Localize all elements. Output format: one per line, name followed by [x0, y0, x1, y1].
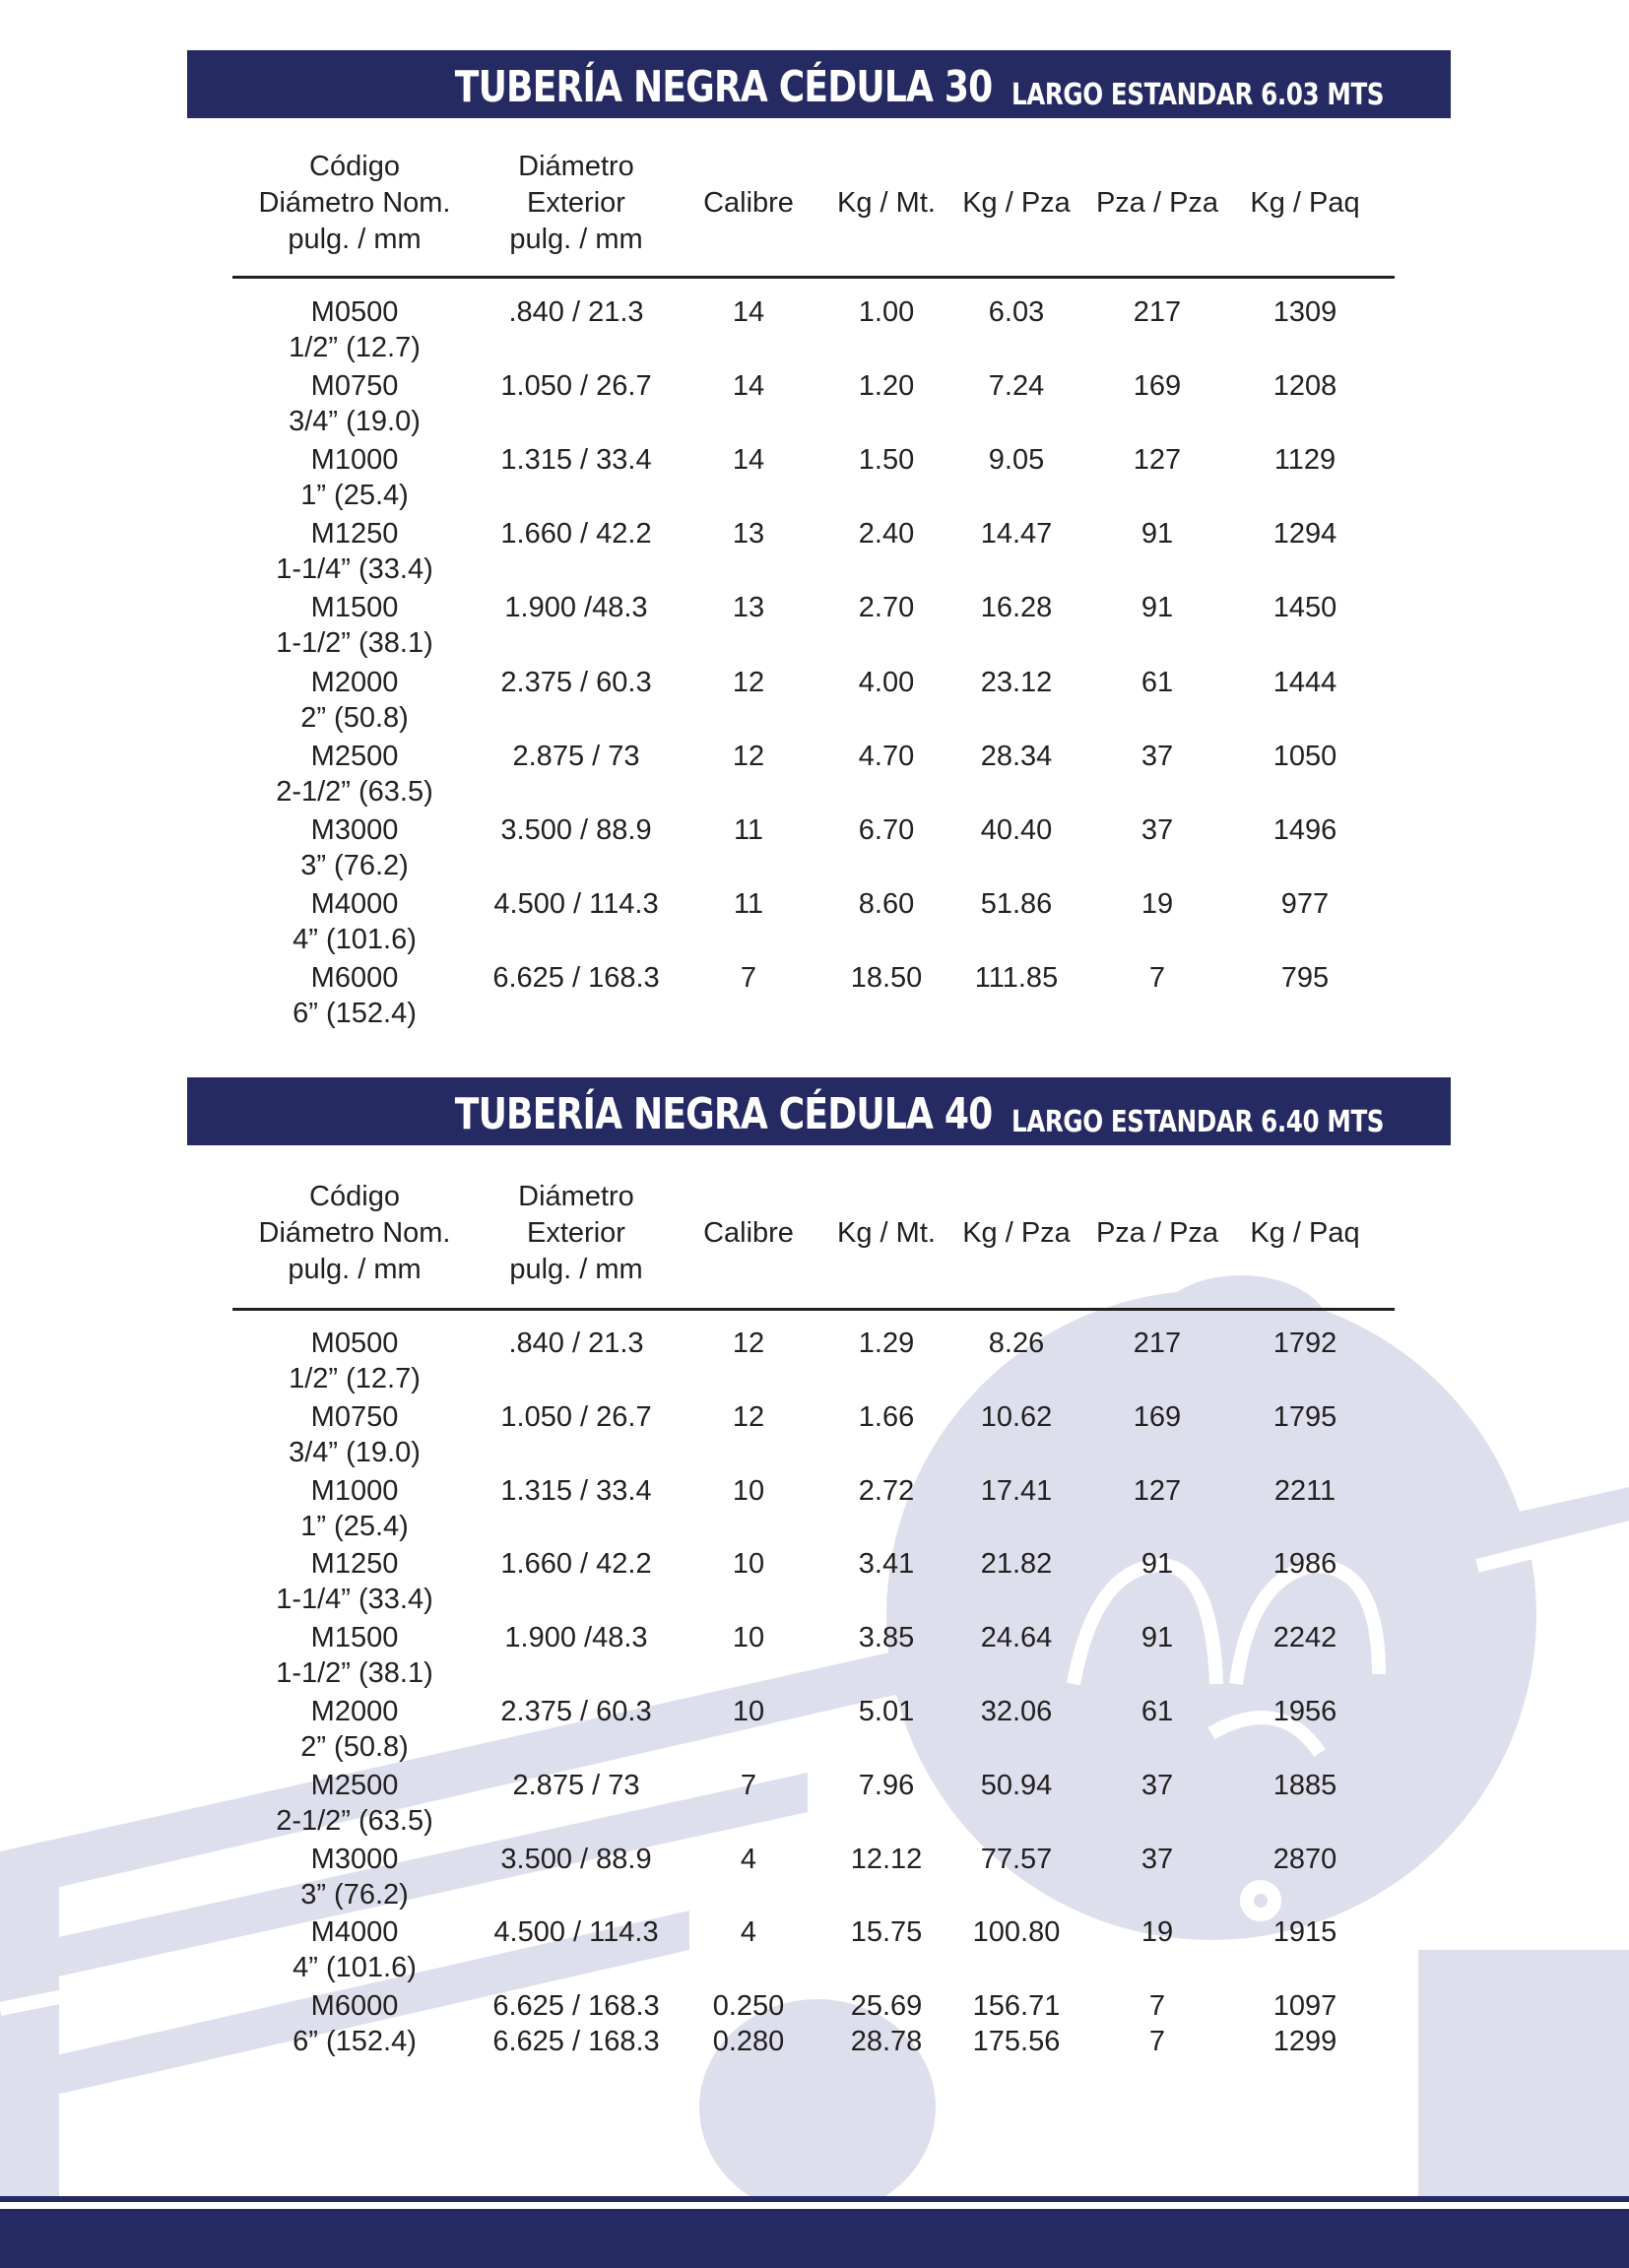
- cell-kg-per-package: [1157, 1914, 1453, 1950]
- cell-line: M2000: [310, 666, 399, 698]
- cell-line: 977: [1280, 887, 1330, 920]
- cell-line: 77.57: [980, 1843, 1053, 1875]
- cell-line: 91: [1140, 1622, 1174, 1654]
- cell-line: M2500: [310, 1769, 399, 1801]
- cell-line: 217: [1133, 296, 1182, 328]
- cell-line: 6.03: [988, 296, 1045, 328]
- cell-kg-per-package: [1157, 665, 1453, 700]
- cell-line: 1/2” (12.7): [289, 1363, 421, 1394]
- cell-line: 175.56: [972, 2026, 1061, 2058]
- cell-kg-per-package: [1157, 1399, 1453, 1435]
- column-header-line: Diámetro Nom.: [258, 187, 451, 219]
- column-header-line: Kg / Pza: [962, 1217, 1071, 1249]
- cell-line: 1.315 / 33.4: [500, 444, 652, 477]
- cell-line: 10: [732, 1548, 765, 1581]
- cell-kg-per-package: [1157, 1620, 1453, 1655]
- cell-kg-per-package: [1157, 1988, 1453, 2059]
- cell-line: 1050: [1272, 740, 1337, 772]
- column-header-line: Código: [309, 151, 400, 182]
- cell-line: 2.72: [858, 1474, 915, 1507]
- cell-line: 2-1/2” (63.5): [276, 1804, 433, 1837]
- column-header-line: Exterior: [527, 187, 625, 219]
- cell-line: 11: [733, 813, 764, 846]
- cell-line: 2870: [1272, 1843, 1337, 1875]
- cell-line: 19: [1140, 1916, 1174, 1949]
- cell-line: M6000: [310, 1990, 399, 2023]
- cell-line: 1986: [1272, 1548, 1337, 1581]
- cell-line: 12: [732, 1328, 765, 1359]
- cell-line: 2” (50.8): [300, 1731, 409, 1763]
- cell-line: M0500: [310, 1328, 399, 1359]
- cell-line: 51.86: [980, 887, 1053, 920]
- cell-kg-per-package: [1157, 516, 1453, 551]
- cell-line: 25.69: [850, 1990, 923, 2023]
- cell-line: 1792: [1272, 1328, 1337, 1359]
- cell-line: 2.875 / 73: [512, 740, 640, 772]
- cell-line: 6.625 / 168.3: [492, 2026, 660, 2058]
- cell-line: 2-1/2” (63.5): [276, 775, 433, 808]
- cell-line: 50.94: [980, 1769, 1053, 1801]
- header-divider: [232, 276, 1395, 279]
- cell-line: 1208: [1272, 370, 1337, 403]
- cell-line: 1/2” (12.7): [289, 332, 421, 363]
- cell-line: 1299: [1272, 2026, 1337, 2058]
- cell-kg-per-package: [1157, 294, 1453, 330]
- cell-line: M4000: [310, 1916, 399, 1949]
- cell-line: 169: [1133, 370, 1182, 403]
- cell-line: 6.625 / 168.3: [492, 1990, 660, 2023]
- cell-line: 40.40: [980, 813, 1053, 846]
- cell-line: 23.12: [980, 666, 1053, 698]
- cell-line: 91: [1140, 518, 1174, 551]
- cell-kg-per-package: [1157, 368, 1453, 404]
- cell-line: 1450: [1272, 592, 1337, 624]
- cell-line: 24.64: [980, 1622, 1053, 1654]
- cell-line: 6.70: [858, 813, 915, 846]
- cell-line: .840 / 21.3: [508, 296, 644, 328]
- cell-line: 3” (76.2): [300, 1878, 409, 1911]
- cell-line: 1.20: [858, 370, 915, 403]
- cell-line: M2000: [310, 1696, 399, 1727]
- cell-line: 1.050 / 26.7: [500, 370, 652, 403]
- footer-line: [0, 2196, 1629, 2202]
- cell-line: 5.01: [858, 1696, 915, 1727]
- cell-line: 2.70: [858, 592, 915, 624]
- cell-line: M0750: [310, 370, 399, 403]
- section-title: TUBERÍA NEGRA CÉDULA 30: [455, 62, 993, 112]
- cell-line: 2.40: [858, 518, 915, 551]
- column-header-line: Kg / Paq: [1250, 187, 1360, 219]
- cell-line: 4: [740, 1916, 757, 1949]
- column-header-line: Calibre: [703, 187, 794, 219]
- cell-line: 795: [1280, 961, 1330, 994]
- cell-line: 1” (25.4): [300, 480, 409, 512]
- cell-line: M1500: [310, 1622, 399, 1654]
- cell-line: 16.28: [980, 592, 1053, 624]
- cell-line: M0750: [310, 1400, 399, 1433]
- cell-line: 127: [1133, 1474, 1182, 1507]
- cell-line: 0.250: [712, 1990, 785, 2023]
- column-header-line: Kg / Paq: [1250, 1217, 1360, 1249]
- cell-line: 61: [1140, 1696, 1174, 1727]
- column-header-line: Código: [309, 1181, 400, 1212]
- cell-line: 61: [1140, 666, 1174, 698]
- cell-kg-per-package: [1157, 1546, 1453, 1582]
- cell-line: 4.00: [858, 666, 915, 698]
- cell-line: 1885: [1272, 1769, 1337, 1801]
- cell-line: 19: [1140, 887, 1174, 920]
- cell-line: 28.78: [850, 2026, 923, 2058]
- cell-line: 1294: [1272, 518, 1337, 551]
- column-header-line: Diámetro: [518, 151, 634, 182]
- cell-line: 1.00: [858, 296, 915, 328]
- cell-line: 8.60: [858, 887, 915, 920]
- cell-line: 12.12: [850, 1843, 923, 1875]
- cell-line: 1-1/2” (38.1): [276, 1657, 433, 1690]
- cell-line: M0500: [310, 296, 399, 328]
- cell-line: 8.26: [988, 1328, 1045, 1359]
- cell-line: 10.62: [980, 1400, 1053, 1433]
- footer-bar: [0, 2209, 1629, 2268]
- cell-line: 15.75: [850, 1916, 923, 1949]
- cell-line: 2211: [1273, 1474, 1336, 1507]
- cell-kg-per-package: [1157, 1473, 1453, 1509]
- cell-kg-per-package: [1157, 739, 1453, 774]
- cell-line: 12: [732, 666, 765, 698]
- cell-kg-per-package: [1157, 1768, 1453, 1803]
- cell-line: 6” (152.4): [293, 2026, 417, 2058]
- cell-line: 14.47: [980, 518, 1053, 551]
- cell-line: 1-1/4” (33.4): [276, 1584, 433, 1616]
- cell-line: 37: [1140, 740, 1174, 772]
- cell-line: 1795: [1272, 1400, 1337, 1433]
- column-header-line: Kg / Pza: [962, 187, 1071, 219]
- column-header-line: Kg / Mt.: [837, 1217, 936, 1249]
- cell-line: 91: [1140, 1548, 1174, 1581]
- cell-kg-per-package: [1157, 1842, 1453, 1877]
- cell-line: 1.900 /48.3: [504, 592, 648, 624]
- cell-line: 9.05: [988, 444, 1045, 477]
- column-header-line: Calibre: [703, 1217, 794, 1249]
- cell-line: 37: [1140, 1769, 1174, 1801]
- section-subtitle: LARGO ESTANDAR 6.40 MTS: [1010, 1105, 1384, 1139]
- cell-line: 1-1/4” (33.4): [276, 553, 433, 586]
- cell-line: 3.41: [858, 1548, 915, 1581]
- cell-line: 32.06: [980, 1696, 1053, 1727]
- cell-line: 13: [732, 592, 765, 624]
- cell-line: 1.660 / 42.2: [500, 1548, 652, 1581]
- column-header-kg-per-package: [1157, 1215, 1453, 1252]
- cell-line: 169: [1133, 1400, 1182, 1433]
- cell-line: 6” (152.4): [293, 997, 417, 1029]
- cell-line: 3” (76.2): [300, 849, 409, 881]
- section-title: TUBERÍA NEGRA CÉDULA 40: [455, 1089, 993, 1139]
- cell-line: 2242: [1272, 1622, 1337, 1654]
- cell-line: 3/4” (19.0): [289, 406, 421, 438]
- cell-line: 1.900 /48.3: [504, 1622, 648, 1654]
- cell-line: 217: [1133, 1328, 1182, 1359]
- cell-line: M1000: [310, 1474, 399, 1507]
- cell-line: 1.315 / 33.4: [500, 1474, 652, 1507]
- cell-line: 4.500 / 114.3: [493, 887, 659, 920]
- cell-line: 4.70: [858, 740, 915, 772]
- cell-line: M4000: [310, 887, 399, 920]
- cell-line: 3/4” (19.0): [289, 1436, 421, 1468]
- cell-line: 4: [740, 1843, 757, 1875]
- section-banner: [187, 1077, 1451, 1145]
- cell-line: 0.280: [712, 2026, 785, 2058]
- cell-line: M6000: [310, 961, 399, 994]
- cell-line: 37: [1140, 1843, 1174, 1875]
- cell-kg-per-package: [1157, 442, 1453, 478]
- cell-kg-per-package: [1157, 886, 1453, 922]
- cell-line: M1500: [310, 592, 399, 624]
- cell-line: 156.71: [972, 1990, 1061, 2023]
- column-header-kg-per-package: [1157, 185, 1453, 222]
- cell-line: 14: [732, 370, 765, 403]
- cell-line: 1.660 / 42.2: [500, 518, 652, 551]
- column-header-line: Diámetro: [518, 1181, 634, 1212]
- column-header-line: pulg. / mm: [288, 1254, 422, 1285]
- cell-line: 2.375 / 60.3: [500, 666, 652, 698]
- cell-line: 11: [733, 887, 764, 920]
- cell-line: M1000: [310, 444, 399, 477]
- cell-line: 3.500 / 88.9: [500, 813, 652, 846]
- section-subtitle: LARGO ESTANDAR 6.03 MTS: [1010, 78, 1384, 112]
- column-header-line: pulg. / mm: [288, 224, 422, 255]
- cell-line: 1097: [1272, 1990, 1337, 2023]
- cell-line: 1” (25.4): [300, 1510, 409, 1542]
- cell-line: 91: [1140, 592, 1174, 624]
- column-header-line: Pza / Pza: [1095, 1217, 1219, 1249]
- cell-line: 1915: [1272, 1916, 1337, 1949]
- cell-line: 14: [732, 296, 765, 328]
- cell-line: 12: [732, 1400, 765, 1433]
- column-header-line: pulg. / mm: [509, 224, 643, 255]
- cell-line: 7: [740, 961, 757, 994]
- cell-line: 13: [732, 518, 765, 551]
- cell-line: 7: [740, 1769, 757, 1801]
- column-header-line: Diámetro Nom.: [258, 1217, 451, 1249]
- cell-line: 21.82: [980, 1548, 1053, 1581]
- cell-line: 1.29: [858, 1328, 915, 1359]
- column-header-line: pulg. / mm: [509, 1254, 643, 1285]
- cell-line: 12: [732, 740, 765, 772]
- column-header-line: Exterior: [527, 1217, 625, 1249]
- cell-line: 1-1/2” (38.1): [276, 627, 433, 660]
- cell-line: 3.85: [858, 1622, 915, 1654]
- cell-line: 2.375 / 60.3: [500, 1696, 652, 1727]
- cell-line: M3000: [310, 813, 399, 846]
- cell-line: 4” (101.6): [293, 923, 417, 955]
- cell-line: M1250: [310, 518, 399, 551]
- section-banner: [187, 50, 1451, 118]
- cell-line: 1.50: [858, 444, 915, 477]
- cell-line: 127: [1133, 444, 1182, 477]
- header-divider: [232, 1308, 1395, 1311]
- cell-line: 4” (101.6): [293, 1952, 417, 1984]
- cell-line: M2500: [310, 740, 399, 772]
- cell-line: 7.96: [858, 1769, 915, 1801]
- cell-line: .840 / 21.3: [508, 1328, 644, 1359]
- cell-line: M3000: [310, 1843, 399, 1875]
- cell-line: M1250: [310, 1548, 399, 1581]
- cell-line: 100.80: [972, 1916, 1061, 1949]
- cell-line: 1956: [1272, 1696, 1337, 1727]
- cell-line: 2” (50.8): [300, 701, 409, 734]
- cell-kg-per-package: [1157, 812, 1453, 848]
- cell-kg-per-package: [1157, 960, 1453, 996]
- cell-line: 2.875 / 73: [512, 1769, 640, 1801]
- cell-line: 1496: [1272, 813, 1337, 846]
- cell-line: 14: [732, 444, 765, 477]
- cell-kg-per-package: [1157, 1694, 1453, 1729]
- cell-kg-per-package: [1157, 590, 1453, 625]
- cell-line: 17.41: [980, 1474, 1053, 1507]
- cell-line: 18.50: [850, 961, 923, 994]
- cell-line: 10: [732, 1696, 765, 1727]
- cell-kg-per-package: [1157, 1326, 1453, 1361]
- cell-line: 1309: [1272, 296, 1337, 328]
- cell-line: 7: [1148, 2026, 1166, 2058]
- cell-line: 1129: [1273, 444, 1336, 477]
- cell-line: 4.500 / 114.3: [493, 1916, 659, 1949]
- column-header-line: Pza / Pza: [1095, 187, 1219, 219]
- cell-line: 1.050 / 26.7: [500, 1400, 652, 1433]
- cell-line: 37: [1140, 813, 1174, 846]
- cell-line: 1.66: [858, 1400, 915, 1433]
- cell-line: 10: [732, 1622, 765, 1654]
- cell-line: 6.625 / 168.3: [492, 961, 660, 994]
- column-header-line: Kg / Mt.: [837, 187, 936, 219]
- cell-line: 7: [1148, 1990, 1166, 2023]
- cell-line: 7: [1148, 961, 1166, 994]
- cell-line: 111.85: [974, 961, 1059, 994]
- cell-line: 3.500 / 88.9: [500, 1843, 652, 1875]
- cell-line: 10: [732, 1474, 765, 1507]
- cell-line: 1444: [1272, 666, 1337, 698]
- cell-line: 7.24: [988, 370, 1045, 403]
- cell-line: 28.34: [980, 740, 1053, 772]
